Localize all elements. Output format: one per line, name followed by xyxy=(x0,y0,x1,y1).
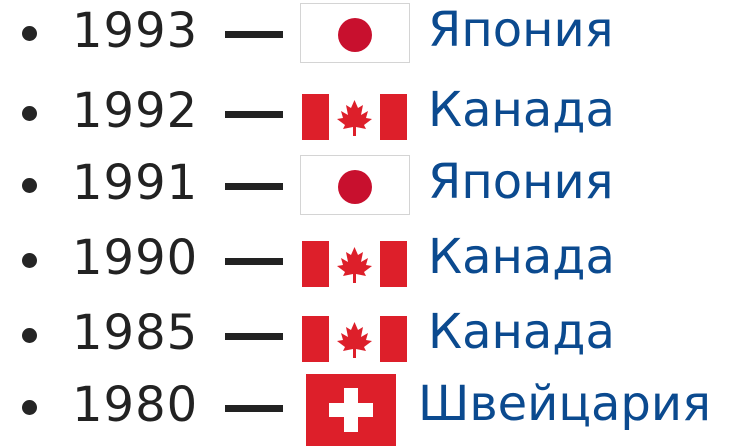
year-label: 1991 xyxy=(72,155,199,211)
list-item xyxy=(0,0,751,74)
em-dash xyxy=(225,333,283,340)
bullet-icon xyxy=(22,328,37,343)
bullet-icon xyxy=(22,106,37,121)
list-item xyxy=(0,152,751,226)
list-item xyxy=(0,302,751,376)
country-link[interactable]: Канада xyxy=(428,229,615,285)
year-label: 1993 xyxy=(72,3,199,59)
japan-flag-icon xyxy=(300,155,410,215)
bullet-icon xyxy=(22,253,37,268)
country-link[interactable]: Япония xyxy=(428,2,614,58)
country-link[interactable]: Канада xyxy=(428,82,615,138)
japan-flag-icon xyxy=(300,3,410,63)
switzerland-flag-icon xyxy=(306,374,396,446)
canada-flag-icon xyxy=(302,316,407,362)
bullet-icon xyxy=(22,26,37,41)
em-dash xyxy=(225,31,283,38)
bullet-icon xyxy=(22,400,37,415)
bullet-icon xyxy=(22,178,37,193)
year-label: 1992 xyxy=(72,83,199,139)
em-dash xyxy=(225,183,283,190)
year-label: 1980 xyxy=(72,377,199,433)
year-label: 1990 xyxy=(72,230,199,286)
em-dash xyxy=(225,258,283,265)
em-dash xyxy=(225,405,283,412)
country-link[interactable]: Канада xyxy=(428,304,615,360)
country-link[interactable]: Япония xyxy=(428,154,614,210)
canada-flag-icon xyxy=(302,94,407,140)
canada-flag-icon xyxy=(302,241,407,287)
list-item xyxy=(0,80,751,154)
list-item xyxy=(0,374,751,447)
em-dash xyxy=(225,111,283,118)
list-item xyxy=(0,227,751,301)
country-link[interactable]: Швейцария xyxy=(418,376,711,432)
year-label: 1985 xyxy=(72,305,199,361)
